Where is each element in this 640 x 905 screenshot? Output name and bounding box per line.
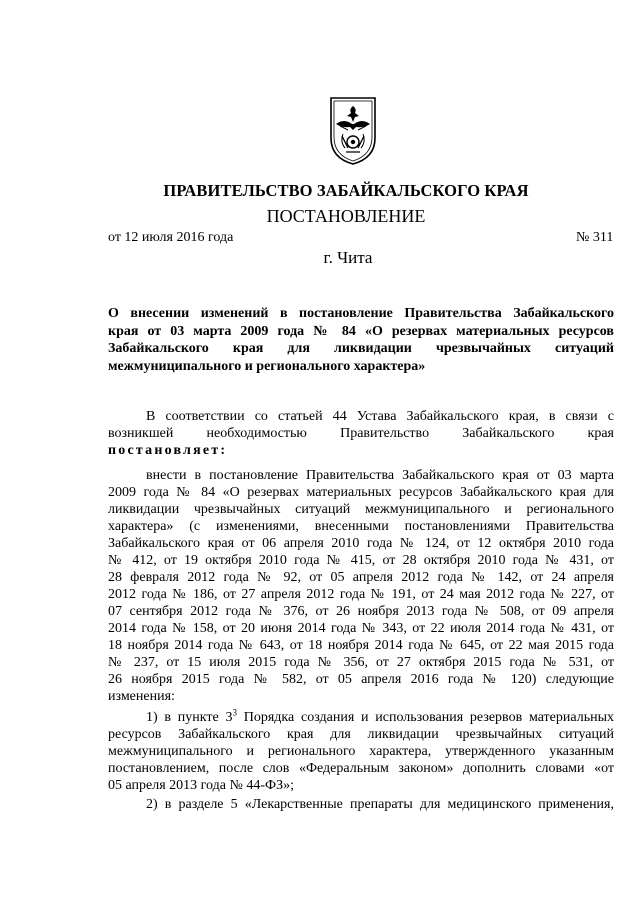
item-1-start: 1) в пункте 3	[146, 710, 233, 725]
preamble-line: возникшей необходимостью Правительство Забайкальского края	[108, 426, 614, 441]
item-2-paragraph	[108, 796, 614, 813]
body-line: изменения:	[108, 689, 175, 704]
item-1-first-line	[108, 709, 614, 726]
subject-line: края от 03 марта 2009 года № 84 «О резервах материальных ресурсов	[108, 323, 614, 339]
item-1-rest: Порядка создания и использования резервов материальных	[237, 710, 614, 725]
item-1-line: постановлением, после слов «Федеральным законом» дополнить словами «от	[108, 761, 614, 776]
body-line: 18 ноября 2014 года № 643, от 18 ноября 2014 года № 645, от 22 мая 2015 года	[108, 638, 614, 653]
coat-of-arms-emblem	[328, 96, 378, 166]
body-line: 26 ноября 2015 года № 582, от 05 апреля 2016 года № 120) следующие	[108, 672, 614, 687]
body-line: 28 февраля 2012 года № 92, от 05 апреля 2012 года № 142, от 24 апреля	[108, 570, 614, 585]
body-line: 2014 года № 158, от 20 июня 2014 года № 343, от 22 июля 2014 года № 431, от	[108, 621, 614, 636]
item-2-line: 2) в разделе 5 «Лекарственные препараты для медицинского применения,	[146, 797, 614, 812]
body-line: ликвидации чрезвычайных ситуаций межмуниципального и регионального	[108, 502, 614, 517]
subject-line: межмуниципального и регионального характера»	[108, 358, 426, 374]
item-1-line: ресурсов Забайкальского края для ликвидации чрезвычайных ситуаций	[108, 727, 614, 742]
body-line: № 412, от 19 октября 2010 года № 415, от 28 октября 2010 года № 431, от	[108, 553, 614, 568]
body-line: Забайкальского края от 06 апреля 2010 года № 124, от 12 октября 2010 года	[108, 536, 614, 551]
item-1-line: межмуниципального и регионального характера, утвержденного указанным	[108, 744, 614, 759]
government-title: ПРАВИТЕЛЬСТВО ЗАБАЙКАЛЬСКОГО КРАЯ	[163, 181, 529, 200]
document-type: ПОСТАНОВЛЕНИЕ	[266, 206, 426, 226]
subject-line: О внесении изменений в постановление Правительства Забайкальского	[108, 306, 614, 321]
preamble-paragraph	[108, 408, 614, 459]
document-subject	[108, 305, 614, 375]
document-number: № 311	[576, 230, 614, 245]
body-line: внести в постановление Правительства Забайкальского края от 03 марта	[146, 468, 614, 483]
body-line: 07 сентября 2012 года № 376, от 26 ноября 2013 года № 508, от 09 апреля	[108, 604, 614, 619]
resolves-word: постановляет:	[108, 443, 228, 458]
item-1-line: 05 апреля 2013 года № 44-ФЗ»;	[108, 778, 294, 793]
document-date: от 12 июля 2016 года	[108, 230, 234, 245]
preamble-line: В соответствии со статьей 44 Устава Забайкальского края, в связи с	[146, 409, 614, 424]
body-line: 2012 года № 186, от 27 апреля 2012 года № 191, от 24 мая 2012 года № 227, от	[108, 587, 614, 602]
item-1-paragraph	[108, 709, 614, 794]
body-line: № 237, от 15 июля 2015 года № 356, от 27 октября 2015 года № 531, от	[108, 655, 614, 670]
body-line: 2009 года № 84 «О резервах материальных ресурсов Забайкальского края для	[108, 485, 614, 500]
body-line: характера» (с изменениями, внесенными постановлениями Правительства	[108, 519, 614, 534]
body-paragraph	[108, 467, 614, 705]
document-city: г. Чита	[323, 248, 373, 267]
item-1-superscript: 3	[232, 707, 237, 718]
subject-line: Забайкальского края для ликвидации чрезвычайных ситуаций	[108, 341, 614, 356]
